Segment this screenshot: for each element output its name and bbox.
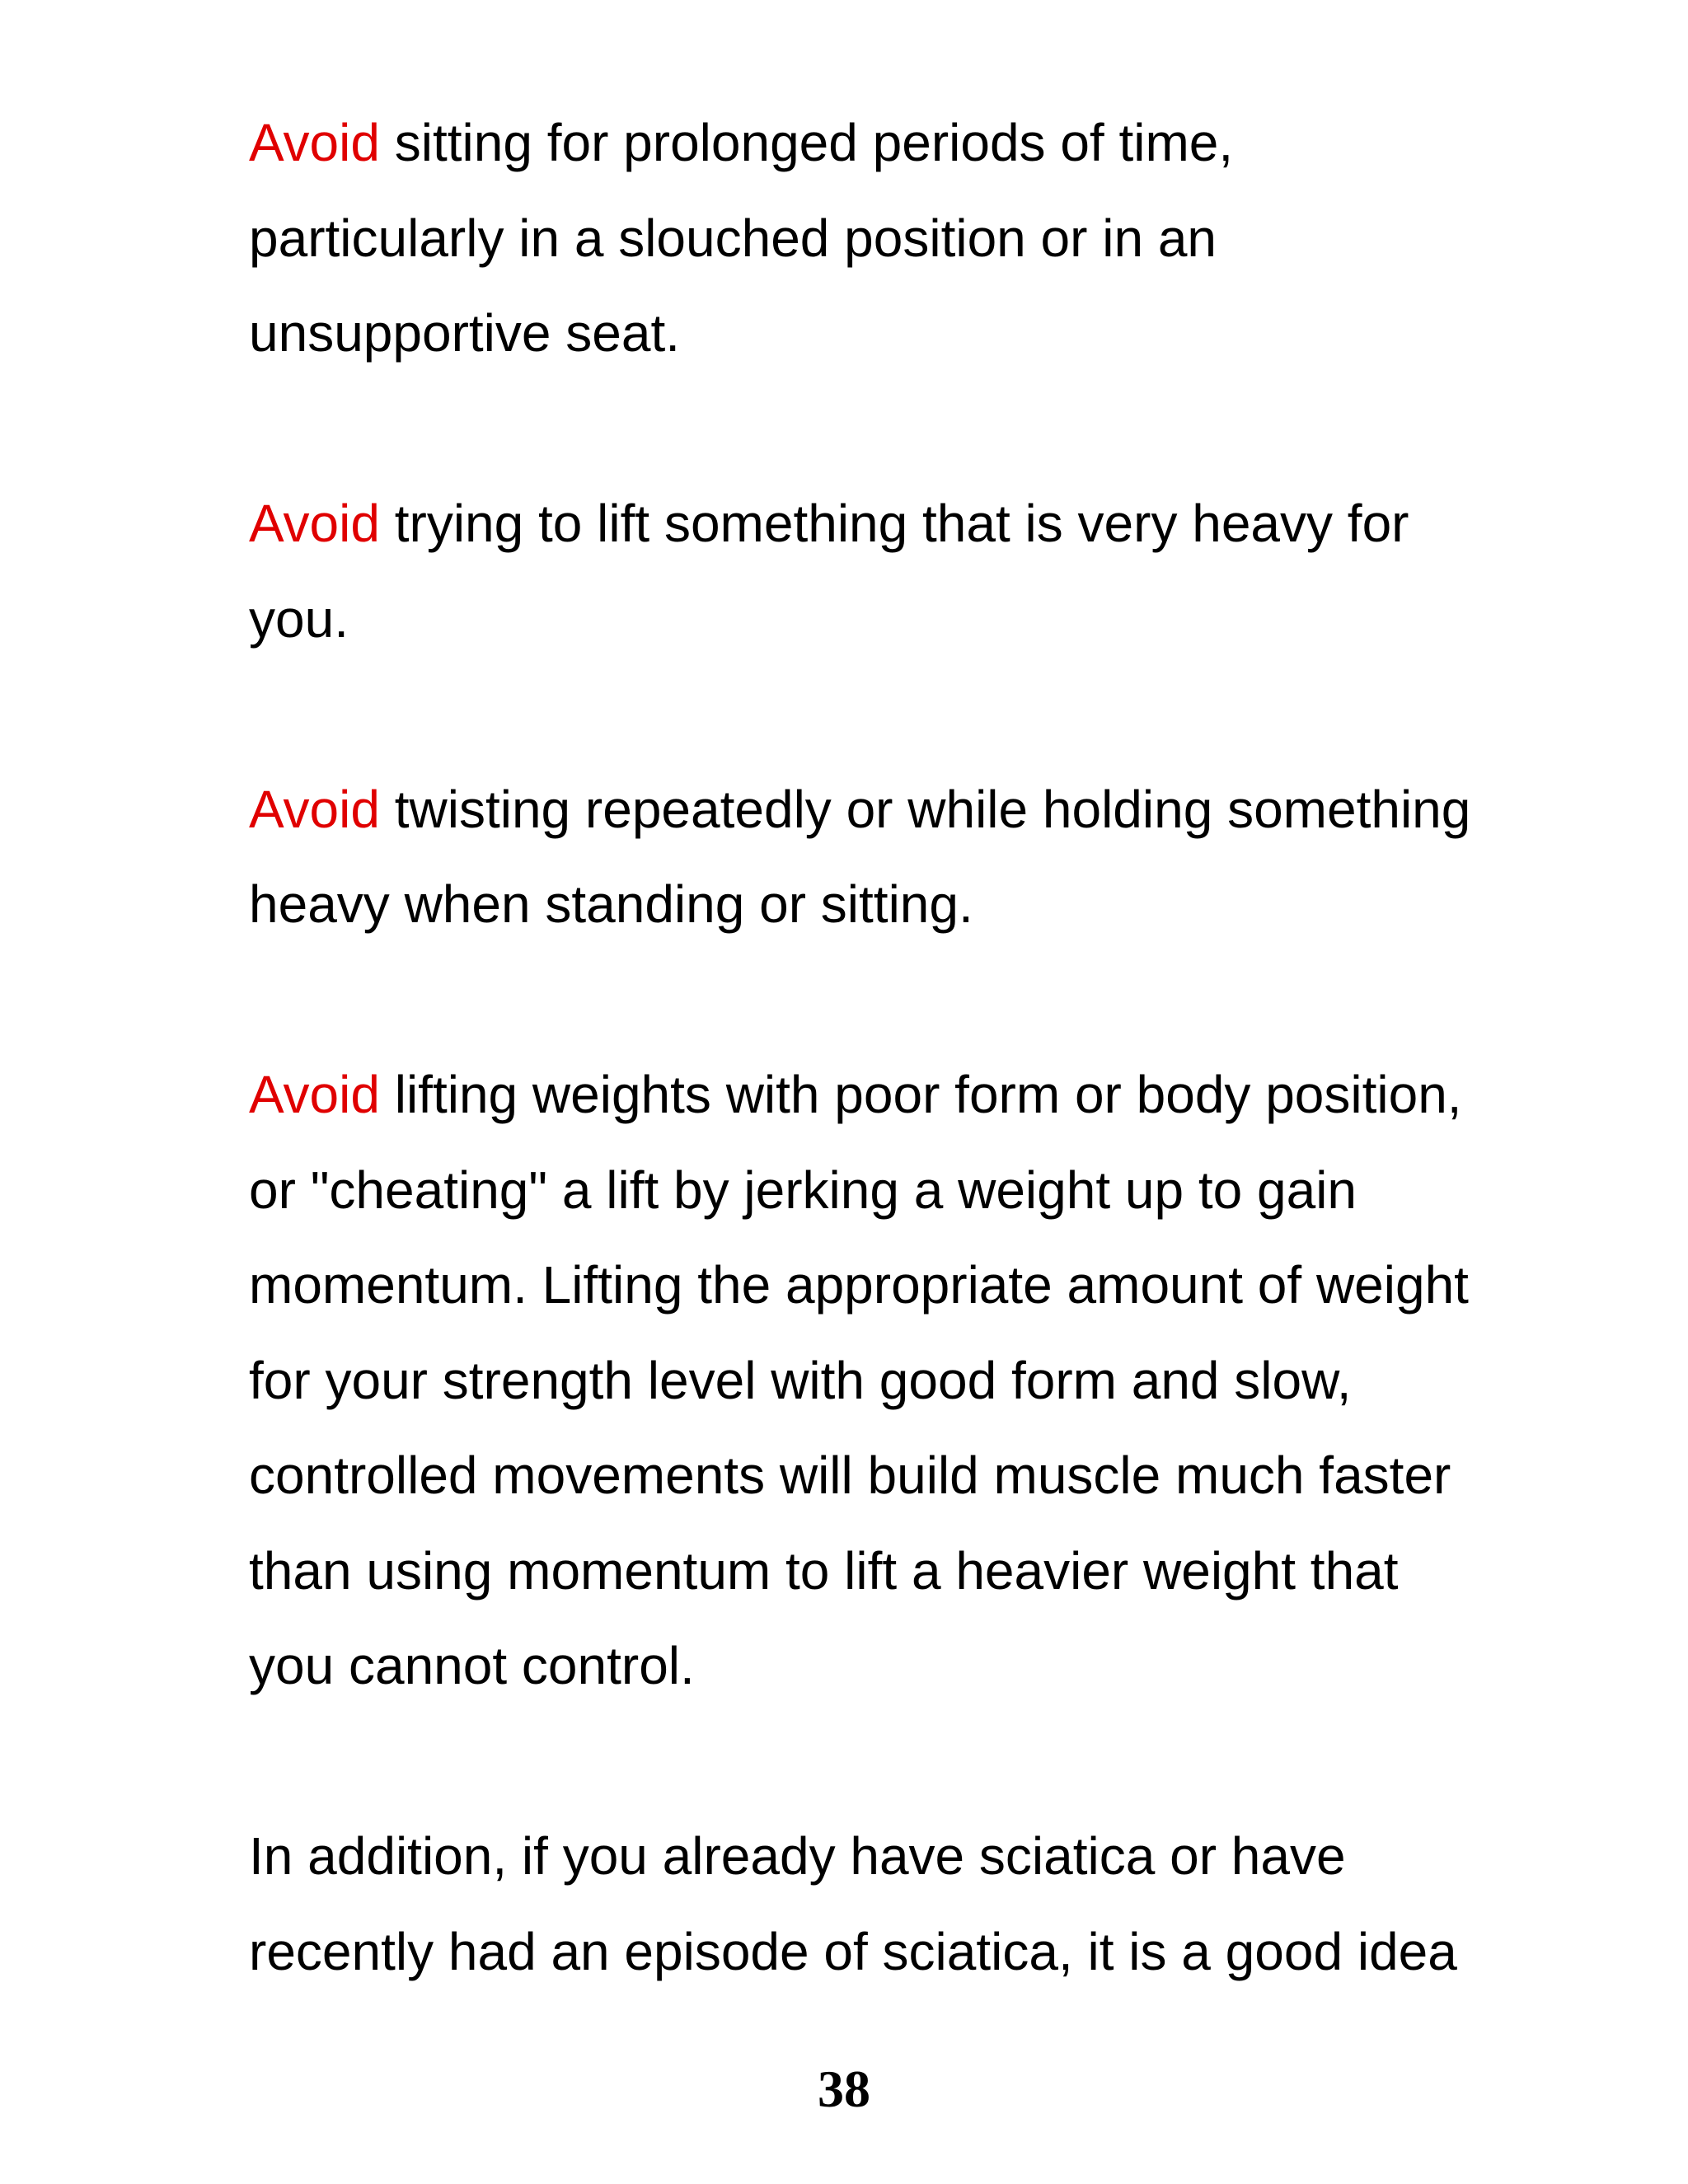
text-segment: twisting repeatedly or while holding something — [379, 779, 1471, 839]
text-line: for your strength level with good form and slow, — [249, 1350, 1352, 1410]
paragraph-avoid-sitting — [249, 96, 1568, 382]
text-line: controlled movements will build muscle much faster — [249, 1446, 1451, 1505]
paragraph-avoid-twisting — [249, 762, 1568, 953]
text-line: you cannot control. — [249, 1636, 695, 1695]
text-line: heavy when standing or sitting. — [249, 874, 973, 934]
keyword-avoid: Avoid — [249, 113, 380, 172]
text-line: unsupportive seat. — [249, 303, 680, 363]
text-line — [249, 1047, 1568, 1143]
text-segment: lifting weights with poor form or body position, — [379, 1065, 1462, 1124]
text-line: recently had an episode of sciatica, it is a good idea — [249, 1921, 1457, 1981]
keyword-avoid: Avoid — [249, 1065, 380, 1124]
page-body — [249, 96, 1568, 2095]
text-line: you. — [249, 588, 349, 649]
paragraph-avoid-lifting-heavy — [249, 476, 1568, 667]
text-segment: trying to lift something that is very heavy for — [379, 494, 1409, 553]
text-segment: sitting for prolonged periods of time, — [379, 113, 1234, 172]
paragraph-in-addition — [249, 1809, 1568, 1999]
text-line — [249, 762, 1568, 858]
text-line: or "cheating" a lift by jerking a weight up to gain — [249, 1160, 1357, 1220]
text-line — [249, 476, 1568, 572]
text-line: In addition, if you already have sciatica or have — [249, 1826, 1346, 1886]
paragraph-avoid-poor-form — [249, 1047, 1568, 1714]
text-line: particularly in a slouched position or in an — [249, 208, 1217, 268]
text-line — [249, 96, 1568, 191]
text-line: than using momentum to lift a heavier weight that — [249, 1540, 1399, 1601]
page-number: 38 — [818, 2060, 870, 2118]
text-line: momentum. Lifting the appropriate amount of weight — [249, 1255, 1469, 1315]
keyword-avoid: Avoid — [249, 494, 380, 553]
keyword-avoid: Avoid — [249, 779, 380, 839]
